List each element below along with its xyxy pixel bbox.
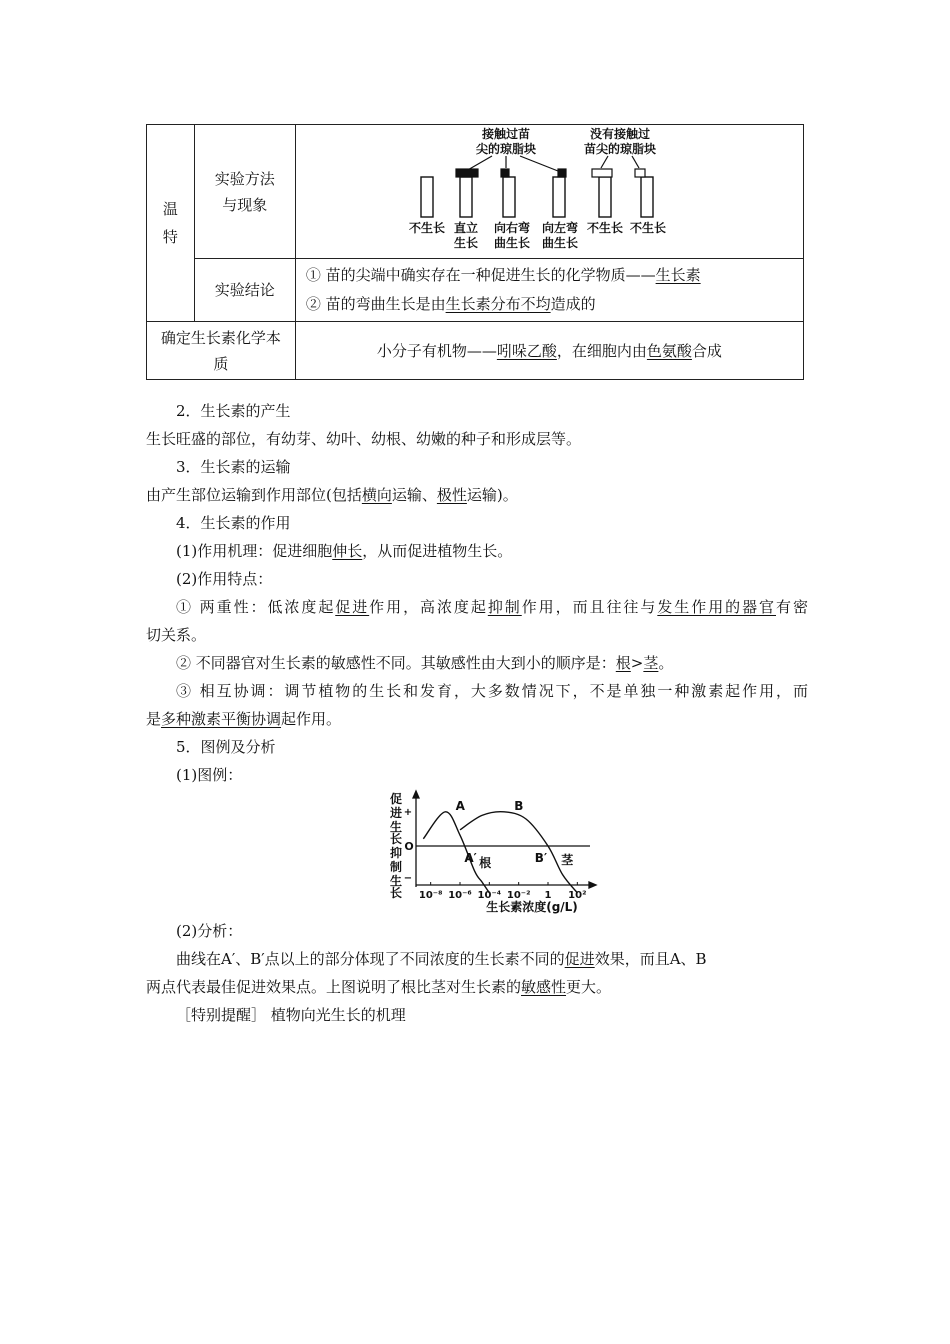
ylabel-promote-1: 促 <box>389 792 403 806</box>
went-cell <box>147 125 195 322</box>
agar-block-full-plain <box>592 169 612 177</box>
x-tick-label: 10⁻⁶ <box>448 890 472 901</box>
y-axis-arrow <box>413 791 419 798</box>
ylabel-promote-4: 长 <box>389 832 403 846</box>
seedling-2-label-1: 直立 <box>453 220 478 235</box>
not-contacted-label-2: 苗尖的琼脂块 <box>583 141 656 156</box>
answer-lateral: 横向 <box>361 486 392 504</box>
x-tick-label: 10⁻² <box>506 890 531 901</box>
seedling-2-label-2: 生长 <box>453 235 478 250</box>
section-4-features: (2)作用特点： <box>176 570 273 588</box>
x-tick-label: 10⁻⁴ <box>477 890 502 901</box>
seedling-4-label-2: 曲生长 <box>541 235 578 250</box>
conclusion-label-cell: 实验结论 <box>194 259 295 322</box>
conclusion-2: ② 苗的弯曲生长是由生长素分布不均造成的 <box>305 295 596 313</box>
method-label-line-1: 实验方法 <box>214 169 275 188</box>
answer-balance: 多种激素平衡协调 <box>161 710 282 728</box>
series-label-stem: 茎 <box>561 853 574 867</box>
nature-cell: 小分子有机物——吲哚乙酸，在细胞内由色氨酸合成 <box>295 322 803 380</box>
nature-label-cell <box>147 322 296 380</box>
seedling-3-label-1: 向右弯 <box>493 220 530 235</box>
answer-tryptophan: 色氨酸 <box>646 342 692 360</box>
x-tick-label: 1 <box>544 890 552 901</box>
answer-iaa: 吲哚乙酸 <box>496 342 557 360</box>
point-label-b: B <box>514 798 524 813</box>
conclusion-1: ① 苗的尖端中确实存在一种促进生长的化学物质——生长素 <box>305 266 701 284</box>
agar-block-figure <box>296 126 786 258</box>
stem-curve <box>460 812 577 893</box>
point-label-b-prime: B′ <box>534 851 548 865</box>
section-3-title: 3．生长素的运输 <box>176 458 291 476</box>
answer-uneven-distribution: 生长素分布不均 <box>445 295 551 313</box>
answer-auxin: 生长素 <box>655 266 701 284</box>
seedling-4 <box>553 177 565 217</box>
feature-3-line-1: ③ 相互协调：调节植物的生长和发育，大多数情况下，不是单独一种激素起作用，而 <box>176 682 808 700</box>
x-tick-label: 10² <box>568 890 587 901</box>
ylabel-inhibit-4: 长 <box>389 886 403 900</box>
answer-polar: 极性 <box>436 486 467 504</box>
answer-stem: 茎 <box>643 654 659 672</box>
seedling-5-label: 不生长 <box>586 220 623 235</box>
series-label-root: 根 <box>479 856 492 870</box>
text-block-2 <box>146 917 808 1029</box>
x-axis-label: 生长素浓度(g/L) <box>486 900 578 914</box>
section-3-body: 由产生部位运输到作用部位(包括横向运输、极性运输)。 <box>146 486 518 504</box>
minus-sign: − <box>403 873 413 884</box>
conclusion-cell <box>295 259 803 322</box>
special-tip: ［特别提醒］ 植物向光生长的机理 <box>176 1006 406 1024</box>
point-label-a-prime: A′ <box>464 851 477 865</box>
feature-3-line-2: 是多种激素平衡协调起作用。 <box>146 710 342 728</box>
agar-block-side-plain <box>635 169 645 177</box>
agar-block-full-contacted <box>456 169 478 177</box>
agar-block-right-contacted <box>558 169 566 177</box>
point-label-a: A <box>455 798 465 813</box>
analysis-line-1: 曲线在A′、B′点以上的部分体现了不同浓度的生长素不同的促进效果，而且A、B <box>176 950 707 968</box>
section-2-body: 生长旺盛的部位，有幼芽、幼叶、幼根、幼嫩的种子和形成层等。 <box>146 430 582 448</box>
text-block-1 <box>146 397 808 789</box>
nature-label-line-2: 质 <box>213 354 229 373</box>
root-curve <box>423 812 492 893</box>
answer-inhibit: 抑制 <box>487 598 522 616</box>
section-2-title: 2．生长素的产生 <box>176 402 291 420</box>
x-axis-arrow <box>589 882 596 888</box>
ylabel-promote-2: 进 <box>389 806 403 820</box>
method-label-cell <box>194 125 295 259</box>
ylabel-promote-3: 生 <box>389 820 403 834</box>
feature-1-line-1: ① 两重性：低浓度起促进作用，高浓度起抑制作用，而且往往与发生作用的器官有密 <box>176 598 808 616</box>
answer-sensitivity: 敏感性 <box>521 978 567 996</box>
agar-block-left-contacted <box>501 169 509 177</box>
experiment-table <box>146 124 804 380</box>
origin-label: O <box>404 840 414 853</box>
contacted-label-1: 接触过苗 <box>481 126 530 141</box>
feature-1-line-2: 切关系。 <box>146 626 207 644</box>
answer-promote-effect: 促进 <box>564 950 595 968</box>
x-tick-label: 10⁻⁸ <box>418 890 443 901</box>
method-label-line-2: 与现象 <box>222 195 268 214</box>
seedling-5 <box>599 177 611 217</box>
answer-elongation: 伸长 <box>332 542 363 560</box>
seedling-3 <box>503 177 515 217</box>
ylabel-inhibit-2: 制 <box>389 860 403 874</box>
seedling-3-label-2: 曲生长 <box>493 235 530 250</box>
answer-promote: 促进 <box>335 598 370 616</box>
seedling-6-label: 不生长 <box>629 220 666 235</box>
went-char-2: 特 <box>162 228 178 246</box>
seedling-2 <box>460 177 472 217</box>
seedling-6 <box>641 177 653 217</box>
section-5-legend: (1)图例： <box>176 766 243 784</box>
not-contacted-label-1: 没有接触过 <box>589 126 650 141</box>
analysis-line-2: 两点代表最佳促进效果点。上图说明了根比茎对生长素的敏感性更大。 <box>146 978 612 996</box>
section-5-title: 5．图例及分析 <box>176 738 276 756</box>
auxin-concentration-chart <box>386 789 616 917</box>
seedling-1-label: 不生长 <box>408 220 445 235</box>
section-5-analysis: (2)分析： <box>176 922 243 940</box>
answer-organ: 发生作用的器官 <box>657 598 776 616</box>
method-figure-cell <box>295 125 803 259</box>
ylabel-inhibit-3: 生 <box>389 874 403 888</box>
went-char-1: 温 <box>162 200 178 218</box>
nature-label-line-1: 确定生长素化学本 <box>160 328 281 347</box>
plus-sign: + <box>403 807 413 818</box>
seedling-1 <box>421 177 433 217</box>
answer-root: 根 <box>615 654 631 672</box>
section-4-title: 4．生长素的作用 <box>176 514 291 532</box>
ylabel-inhibit-1: 抑 <box>389 846 403 860</box>
section-4-mechanism: (1)作用机理：促进细胞伸长，从而促进植物生长。 <box>176 542 513 560</box>
seedling-4-label-1: 向左弯 <box>541 220 578 235</box>
feature-2: ② 不同器官对生长素的敏感性不同。其敏感性由大到小的顺序是：根>茎。 <box>176 654 674 672</box>
contacted-label-2: 尖的琼脂块 <box>475 141 536 156</box>
